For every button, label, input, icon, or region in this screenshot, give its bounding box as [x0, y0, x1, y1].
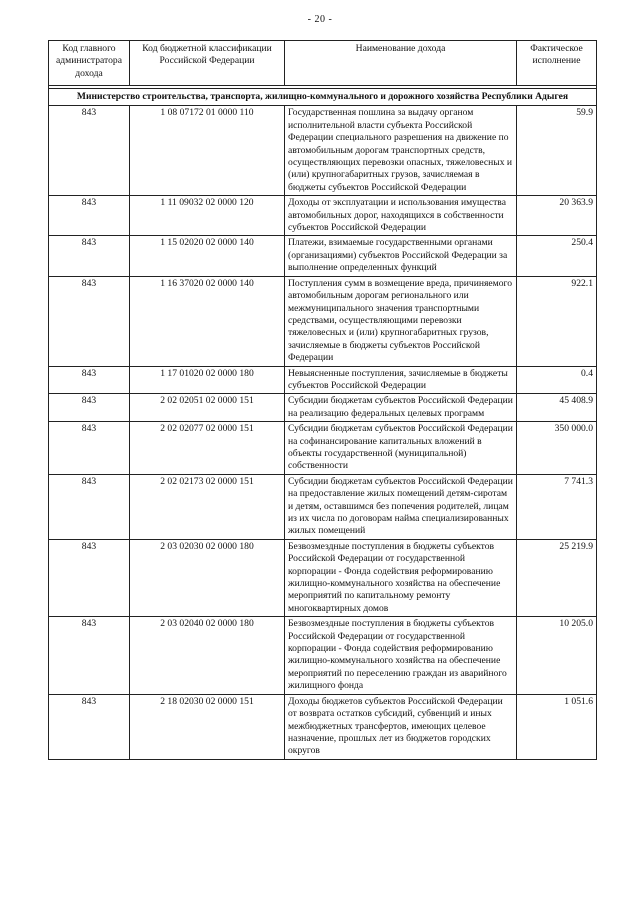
income-name-cell: Безвозмездные поступления в бюджеты субъектов Российской Федерации от государственной корпорации - Фонда содействия реформированию жилищно-коммунального хозяйства на обеспечение мероприятий по капитальному ремонту многоквартирных домов [285, 539, 517, 616]
header-row [49, 41, 597, 86]
table-row [49, 276, 597, 366]
income-name-cell: Субсидии бюджетам субъектов Российской Федерации на софинансирование капитальных вложений в объекты государственной (муниципальной) собственности [285, 422, 517, 475]
admin-code-cell: 843 [49, 539, 130, 616]
kbk-cell: 2 18 02030 02 0000 151 [130, 694, 285, 759]
amount-cell: 350 000.0 [517, 422, 597, 475]
ministry-title: Министерство строительства, транспорта, жилищно-коммунального и дорожного хозяйства Республики Адыгея [49, 89, 597, 106]
page-number: - 20 - [307, 14, 333, 25]
kbk-cell: 2 03 02040 02 0000 180 [130, 617, 285, 694]
income-name-cell: Государственная пошлина за выдачу органом исполнительной власти субъекта Российской Федерации специального разрешения на движение по автомобильным дорогам транспортных средств, осуществляющих перевозки опасных, тяжеловесных и (или) крупногабаритных грузов, зачисляемая в бюджеты субъектов Российской Федерации [285, 106, 517, 196]
admin-code-cell: 843 [49, 366, 130, 394]
header-admin-code: Код главного администратора дохода [49, 41, 130, 86]
table-row [49, 366, 597, 394]
table-row [49, 106, 597, 196]
amount-cell: 922.1 [517, 276, 597, 366]
amount-cell: 0.4 [517, 366, 597, 394]
table-row [49, 422, 597, 475]
table-row [49, 196, 597, 236]
amount-cell: 20 363.9 [517, 196, 597, 236]
amount-cell: 59.9 [517, 106, 597, 196]
header-actual-execution: Фактическое исполнение [517, 41, 597, 86]
admin-code-cell: 843 [49, 394, 130, 422]
income-name-cell: Невыясненные поступления, зачисляемые в бюджеты субъектов Российской Федерации [285, 366, 517, 394]
admin-code-cell: 843 [49, 196, 130, 236]
kbk-cell: 1 16 37020 02 0000 140 [130, 276, 285, 366]
ministry-row [49, 89, 597, 106]
amount-cell: 25 219.9 [517, 539, 597, 616]
admin-code-cell: 843 [49, 617, 130, 694]
kbk-cell: 1 08 07172 01 0000 110 [130, 106, 285, 196]
kbk-cell: 1 15 02020 02 0000 140 [130, 236, 285, 276]
income-name-cell: Доходы от эксплуатации и использования имущества автомобильных дорог, находящихся в собственности субъектов Российской Федерации [285, 196, 517, 236]
table-row [49, 539, 597, 616]
amount-cell: 1 051.6 [517, 694, 597, 759]
kbk-cell: 2 02 02077 02 0000 151 [130, 422, 285, 475]
admin-code-cell: 843 [49, 474, 130, 539]
amount-cell: 250.4 [517, 236, 597, 276]
income-name-cell: Доходы бюджетов субъектов Российской Федерации от возврата остатков субсидий, субвенций и иных межбюджетных трансфертов, имеющих целевое назначение, прошлых лет из бюджетов городских округов [285, 694, 517, 759]
kbk-cell: 1 17 01020 02 0000 180 [130, 366, 285, 394]
admin-code-cell: 843 [49, 694, 130, 759]
header-kbk: Код бюджетной классификации Российской Федерации [130, 41, 285, 86]
income-name-cell: Субсидии бюджетам субъектов Российской Федерации на реализацию федеральных целевых программ [285, 394, 517, 422]
table-row [49, 617, 597, 694]
admin-code-cell: 843 [49, 106, 130, 196]
income-name-cell: Платежи, взимаемые государственными органами (организациями) субъектов Российской Федерации за выполнение определенных функций [285, 236, 517, 276]
table-row [49, 236, 597, 276]
kbk-cell: 1 11 09032 02 0000 120 [130, 196, 285, 236]
kbk-cell: 2 03 02030 02 0000 180 [130, 539, 285, 616]
amount-cell: 10 205.0 [517, 617, 597, 694]
admin-code-cell: 843 [49, 276, 130, 366]
amount-cell: 7 741.3 [517, 474, 597, 539]
table-row [49, 694, 597, 759]
header-income-name: Наименование дохода [285, 41, 517, 86]
table-row [49, 474, 597, 539]
table-row [49, 394, 597, 422]
kbk-cell: 2 02 02173 02 0000 151 [130, 474, 285, 539]
kbk-cell: 2 02 02051 02 0000 151 [130, 394, 285, 422]
amount-cell: 45 408.9 [517, 394, 597, 422]
admin-code-cell: 843 [49, 236, 130, 276]
admin-code-cell: 843 [49, 422, 130, 475]
income-name-cell: Безвозмездные поступления в бюджеты субъектов Российской Федерации от государственной корпорации - Фонда содействия реформированию жилищно-коммунального хозяйства на обеспечение мероприятий по переселению граждан из аварийного жилищного фонда [285, 617, 517, 694]
income-name-cell: Поступления сумм в возмещение вреда, причиняемого автомобильным дорогам регионального или межмуниципального значения транспортными средствами, осуществляющими перевозки тяжеловесных и (или) крупногабаритных грузов, зачисляемые в бюджеты субъектов Российской Федерации [285, 276, 517, 366]
revenue-table [48, 40, 597, 760]
income-name-cell: Субсидии бюджетам субъектов Российской Федерации на предоставление жилых помещений детям-сиротам и детям, оставшимся без попечения родителей, лицам из их числа по договорам найма специализированных жилых помещений [285, 474, 517, 539]
